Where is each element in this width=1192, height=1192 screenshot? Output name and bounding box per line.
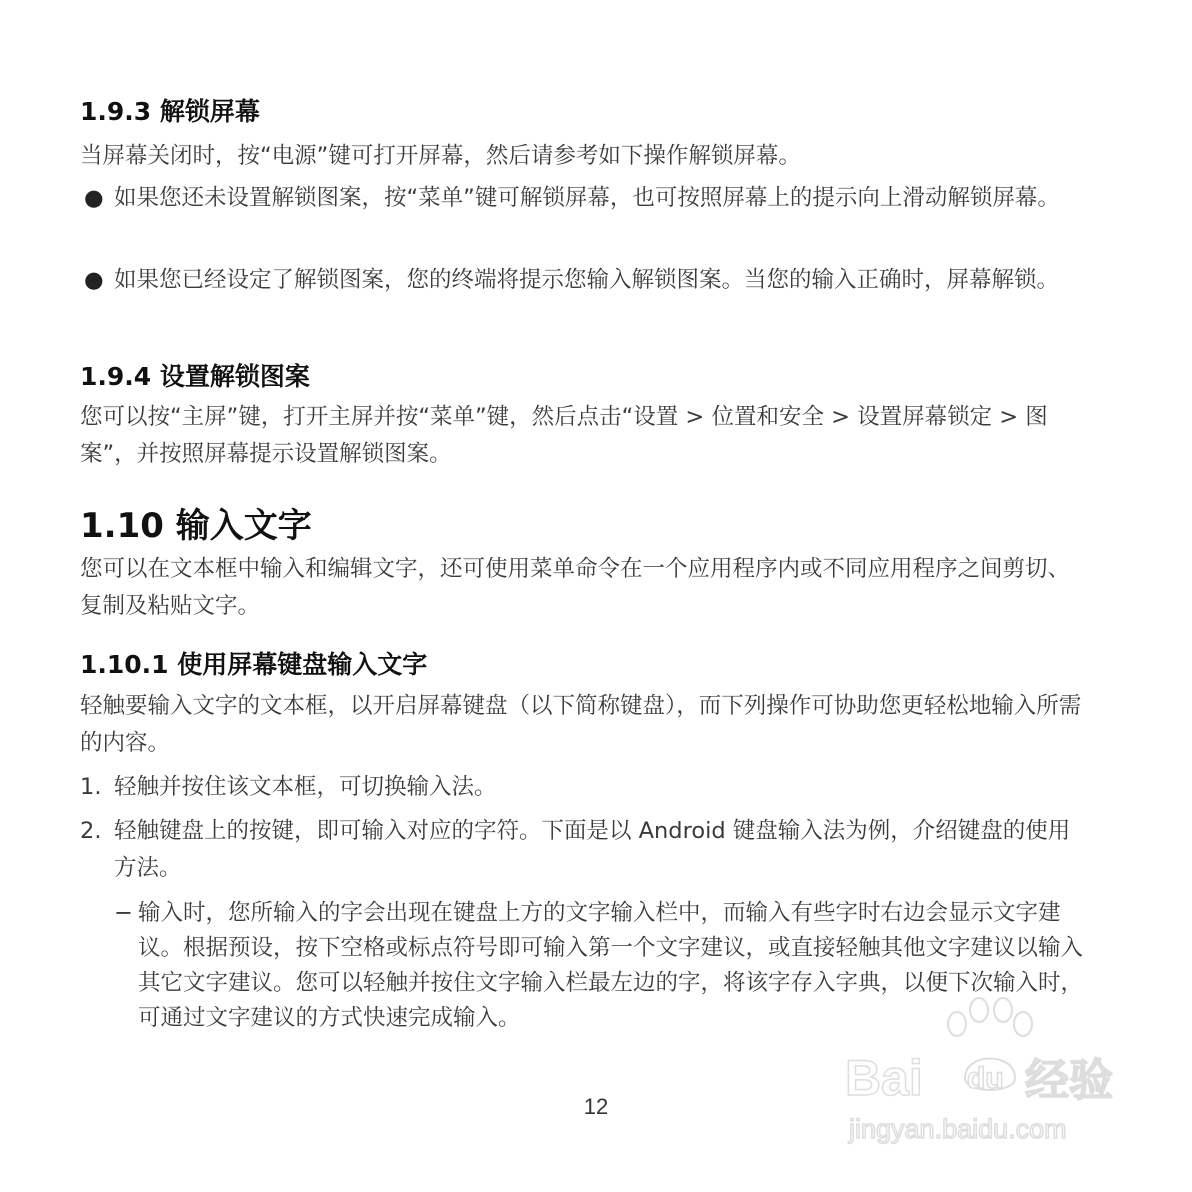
- section-body-1-10-1: 轻触要输入文字的文本框，以开启屏幕键盘（以下简称键盘），而下列操作可协助您更轻松地输入所需的内容。: [80, 693, 1082, 756]
- item-text: 轻触并按住该文本框，可切换输入法。: [114, 774, 497, 800]
- section-body-1-9-4: 您可以按“主屏”键，打开主屏并按“菜单”键，然后点击“设置 > 位置和安全 > 设置屏幕锁定 > 图案”，并按照屏幕提示设置解锁图案。: [80, 404, 1048, 467]
- section-heading-1-10-1: 1.10.1 使用屏幕键盘输入文字: [80, 650, 428, 679]
- section-heading-1-9-3: 1.9.3 解锁屏幕: [80, 97, 260, 126]
- watermark-url: jingyan.baidu.com: [849, 1114, 1067, 1144]
- baidu-watermark: [845, 990, 1125, 1150]
- section-heading-1-10: 1.10 输入文字: [80, 506, 312, 546]
- bullet-icon: ●: [84, 267, 104, 293]
- section-heading-1-9-4: 1.9.4 设置解锁图案: [80, 362, 310, 391]
- watermark-brand-b: du: [967, 1062, 1004, 1095]
- bullet-text: 如果您还未设置解锁图案，按“菜单”键可解锁屏幕，也可按照屏幕上的提示向上滑动解锁屏幕。: [114, 185, 1060, 211]
- watermark-brand-a: Bai: [845, 1050, 923, 1106]
- bullet-icon: ●: [84, 185, 104, 211]
- item-number: 2.: [80, 818, 102, 844]
- bullet-text: 如果您已经设定了解锁图案，您的终端将提示您输入解锁图案。当您的输入正确时，屏幕解锁。: [114, 267, 1060, 293]
- sub-item-text: 输入时，您所输入的字会出现在键盘上方的文字输入栏中，而输入有些字时右边会显示文字建议。根据预设，按下空格或标点符号即可输入第一个文字建议，或直接轻触其他文字建议以输入其它文字建议。您可以轻触并按住文字输入栏最左边的字，将该字存入字典，以便下次输入时，可通过文字建议的方式快速完成输入。: [138, 900, 1084, 1031]
- section-intro-1-9-3: 当屏幕关闭时，按“电源”键可打开屏幕，然后请参考如下操作解锁屏幕。: [80, 143, 801, 169]
- page-number: 12: [583, 1094, 609, 1119]
- watermark-brand-c: 经验: [1025, 1056, 1113, 1105]
- section-body-1-10: 您可以在文本框中输入和编辑文字，还可使用菜单命令在一个应用程序内或不同应用程序之间剪切、复制及粘贴文字。: [80, 556, 1071, 619]
- item-number: 1.: [80, 774, 102, 800]
- dash-icon: −: [114, 900, 133, 926]
- item-text: 轻触键盘上的按键，即可输入对应的字符。下面是以 Android 键盘输入法为例，介绍键盘的使用方法。: [114, 818, 1071, 881]
